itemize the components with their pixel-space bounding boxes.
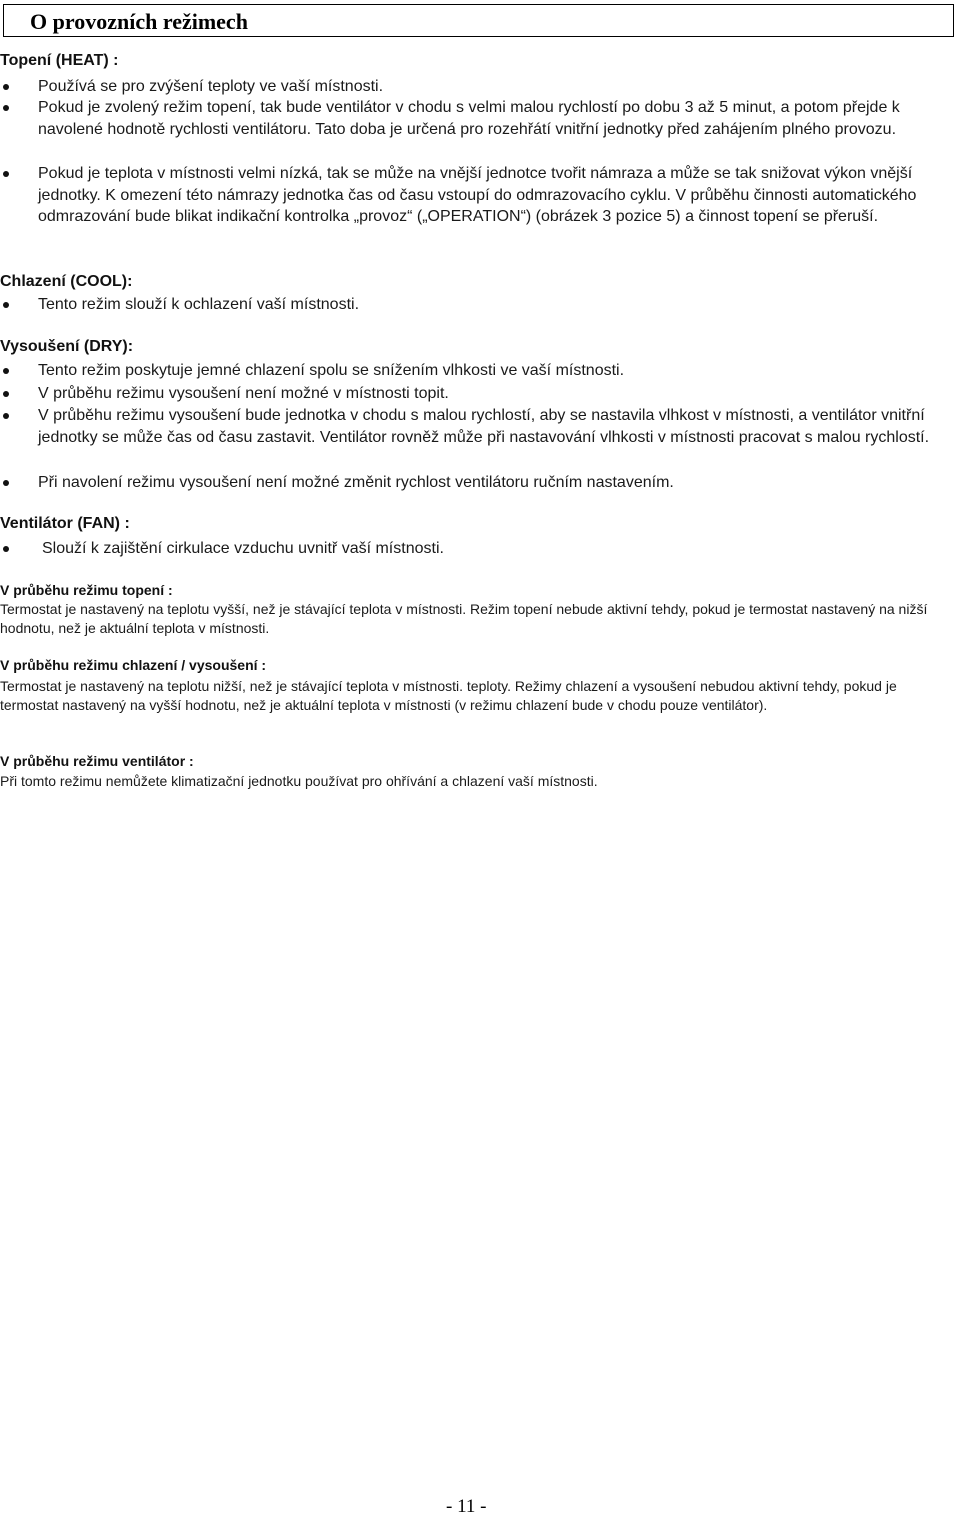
bullet-icon bbox=[3, 391, 9, 397]
during-heat-text: Termostat je nastavený na teplotu vyšší, než je stávající teplota v místnosti. Režim topení nebude aktivní tehdy, pokud je termostat nastavený na nižší hodnotu, než je aktuální teplota v místnosti. bbox=[0, 601, 928, 636]
page-number: - 11 - bbox=[446, 1496, 487, 1517]
bullet-icon bbox=[3, 413, 9, 419]
page-title: O provozních režimech bbox=[30, 9, 248, 34]
dry-item-3-text: V průběhu režimu vysoušení bude jednotka v chodu s malou rychlostí, aby se nastavila vlhkost v místnosti, a ventilátor vnitřní jednotky se může čas od času zastavit. Ventilátor rovněž může při nastavování vlhkosti v místnosti pracovat s malou rychlostí. bbox=[38, 407, 930, 446]
heat-heading: Topení (HEAT) : bbox=[0, 52, 119, 69]
cool-heading: Chlazení (COOL): bbox=[0, 273, 133, 290]
bullet-icon bbox=[3, 546, 9, 552]
bullet-icon bbox=[3, 171, 9, 177]
during-cool-dry-text: Termostat je nastavený na teplotu nižší, než je stávající teplota v místnosti. teploty. Režimy chlazení a vysoušení nebudou aktivní tehdy, pokud je termostat nastavený na vyšší hodnotu, než je aktuální teplota v místnosti (v režimu chlazení bude v chodu pouze ventilátor). bbox=[0, 678, 897, 713]
title-box bbox=[3, 4, 954, 37]
fan-heading: Ventilátor (FAN) : bbox=[0, 515, 130, 532]
bullet-icon bbox=[3, 368, 9, 374]
bullet-icon bbox=[3, 302, 9, 308]
bullet-icon bbox=[3, 84, 9, 90]
heat-item-1-text: Používá se pro zvýšení teploty ve vaší místnosti. bbox=[38, 78, 384, 95]
during-heat-heading: V průběhu režimu topení : bbox=[0, 582, 173, 598]
heat-item-3-text: Pokud je teplota v místnosti velmi nízká, tak se může na vnější jednotce tvořit námraza a může se tak snižovat výkon vnější jednotky. K omezení této námrazy jednotka čas od času vstoupí do odmrazovacího cyklu. V průběhu činnosti automatického odmrazování bude blikat indikační kontrolka „provoz“ („OPERATION“) (obrázek 3 pozice 5) a činnost topení se přeruší. bbox=[38, 165, 917, 226]
heat-item-2-text: Pokud je zvolený režim topení, tak bude ventilátor v chodu s velmi malou rychlostí po dobu 3 až 5 minut, a potom přejde k navolené hodnotě rychlosti ventilátoru. Tato doba je určená pro rozehřátí vnitřní jednotky před zahájením plného provozu. bbox=[38, 99, 900, 138]
during-fan-text: Při tomto režimu nemůžete klimatizační jednotku používat pro ohřívání a chlazení vaší místnosti. bbox=[0, 773, 598, 789]
during-cool-dry-heading: V průběhu režimu chlazení / vysoušení : bbox=[0, 657, 267, 673]
dry-item-2-text: V průběhu režimu vysoušení není možné v místnosti topit. bbox=[38, 385, 449, 402]
bullet-icon bbox=[3, 480, 9, 486]
bullet-icon bbox=[3, 105, 9, 111]
dry-heading: Vysoušení (DRY): bbox=[0, 338, 134, 355]
dry-item-1-text: Tento režim poskytuje jemné chlazení spolu se snížením vlhkosti ve vaší místnosti. bbox=[38, 362, 625, 379]
during-fan-heading: V průběhu režimu ventilátor : bbox=[0, 753, 194, 769]
fan-item-1-text: Slouží k zajištění cirkulace vzduchu uvnitř vaší místnosti. bbox=[42, 540, 444, 557]
dry-item-4-text: Při navolení režimu vysoušení není možné změnit rychlost ventilátoru ručním nastavením. bbox=[38, 474, 674, 491]
cool-item-1-text: Tento režim slouží k ochlazení vaší místnosti. bbox=[38, 296, 360, 313]
